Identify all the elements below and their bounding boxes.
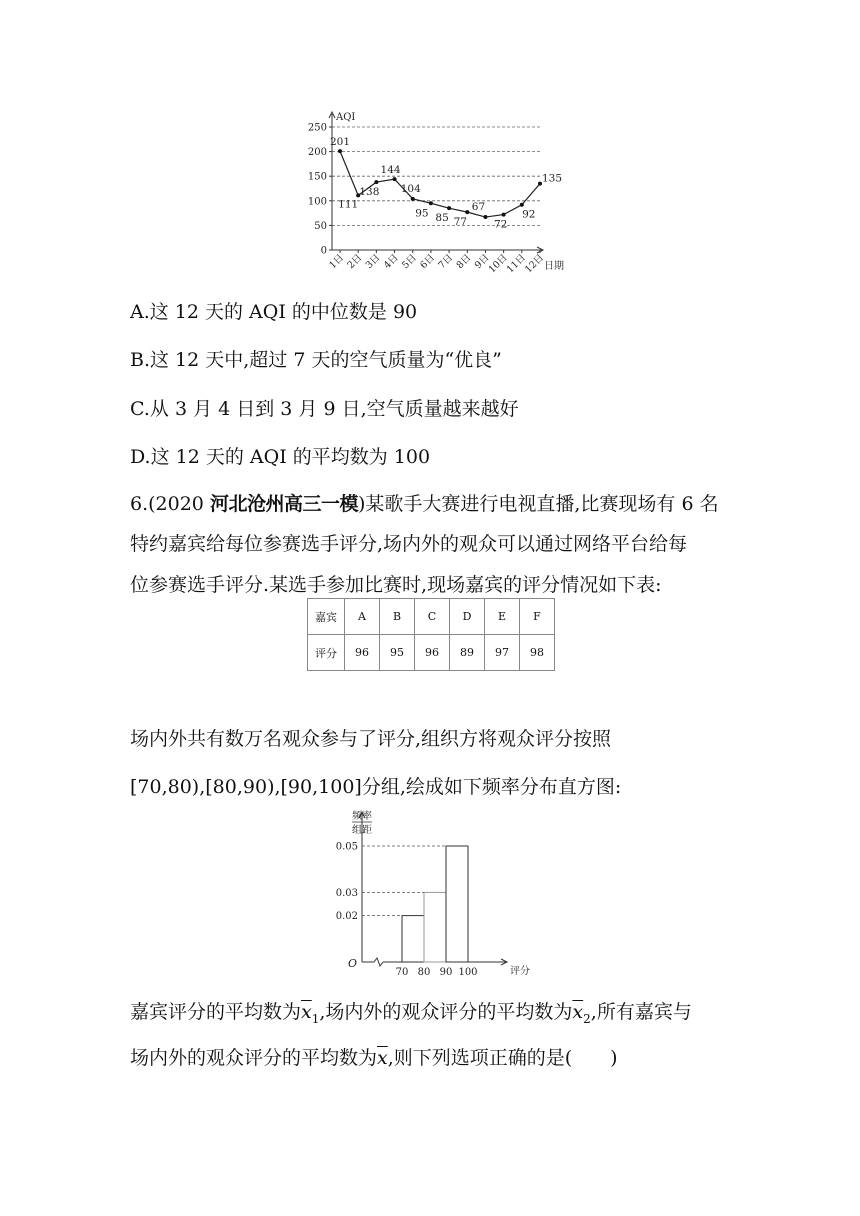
x-tick-label: 90 xyxy=(439,967,453,978)
histogram-bar xyxy=(424,892,446,962)
x-tick-label: 100 xyxy=(458,967,478,978)
x-axis-label: 评分 xyxy=(510,966,530,977)
frequency-histogram xyxy=(324,806,544,978)
x-tick-label: 9日 xyxy=(472,252,492,272)
question-6-line-4: 场内外共有数万名观众参与了评分,组织方将观众评分按照 xyxy=(130,728,612,750)
data-label: 85 xyxy=(435,212,449,225)
table-cell: 89 xyxy=(450,635,485,671)
x-tick-label: 80 xyxy=(417,967,431,978)
data-point xyxy=(465,210,469,214)
data-label: 135 xyxy=(542,172,563,185)
question-6-line-6 xyxy=(130,997,692,1026)
data-label: 144 xyxy=(380,164,401,177)
x-tick-label: 10日 xyxy=(486,252,510,276)
data-label: 138 xyxy=(359,186,380,199)
table-row xyxy=(308,635,555,671)
text-fragment: 场内外的观众评分的平均数为 xyxy=(130,1047,378,1069)
option-c: C.从 3 月 4 日到 3 月 9 日,空气质量越来越好 xyxy=(130,398,519,420)
y-tick-label: 0.03 xyxy=(335,887,358,899)
question-6-line-2: 特约嘉宾给每位参赛选手评分,场内外的观众可以通过网络平台给每 xyxy=(130,533,688,555)
judge-score-table xyxy=(307,598,555,671)
origin-label: O xyxy=(348,957,358,970)
table-cell: F xyxy=(520,599,555,635)
x-tick-label: 3日 xyxy=(363,252,383,272)
table-cell: 95 xyxy=(380,635,415,671)
y-axis-label-numerator: 频率 xyxy=(352,811,372,822)
question-6-line-1 xyxy=(130,489,719,516)
table-cell: B xyxy=(380,599,415,635)
data-point xyxy=(411,197,415,201)
option-b: B.这 12 天中,超过 7 天的空气质量为“优良” xyxy=(130,349,502,371)
histogram-bar xyxy=(402,916,424,962)
data-point xyxy=(483,215,487,219)
subscript-1: 1 xyxy=(311,1011,320,1026)
text-fragment: ,场内外的观众评分的平均数为 xyxy=(319,1001,573,1023)
axis-break xyxy=(374,958,383,966)
table-cell: 评分 xyxy=(308,635,345,671)
data-label: 111 xyxy=(338,198,359,211)
text-fragment: ,所有嘉宾与 xyxy=(590,1001,692,1023)
data-point xyxy=(447,206,451,210)
data-point xyxy=(520,203,524,207)
x-tick-label: 7日 xyxy=(436,252,456,272)
data-label: 67 xyxy=(471,201,486,214)
data-label: 95 xyxy=(415,207,429,220)
table-cell: 嘉宾 xyxy=(308,599,345,635)
question-number: 6.(2020 xyxy=(130,493,210,515)
y-tick-label: 0 xyxy=(320,245,327,257)
text-fragment: 嘉宾评分的平均数为 xyxy=(130,1001,302,1023)
y-tick-label: 200 xyxy=(307,147,327,159)
histogram-bar xyxy=(446,846,468,962)
x-tick-label: 8日 xyxy=(454,252,474,272)
y-tick-label: 100 xyxy=(307,196,327,208)
aqi-line-chart xyxy=(296,108,566,280)
option-d: D.这 12 天的 AQI 的平均数为 100 xyxy=(130,446,431,468)
y-tick-label: 50 xyxy=(314,220,327,232)
table-cell: 98 xyxy=(520,635,555,671)
x-axis-label: 日期 xyxy=(544,261,564,272)
data-point xyxy=(393,177,397,181)
y-tick-label: 150 xyxy=(307,171,327,183)
x-tick-label: 1日 xyxy=(327,252,347,272)
y-tick-label: 250 xyxy=(307,122,327,134)
data-point xyxy=(338,149,342,153)
data-point xyxy=(374,180,378,184)
subscript-2: 2 xyxy=(583,1011,591,1026)
data-label: 77 xyxy=(453,216,467,229)
x-tick-label: 5日 xyxy=(400,252,419,272)
data-label: 72 xyxy=(493,218,508,231)
table-cell: E xyxy=(485,599,520,635)
x-tick-label: 12日 xyxy=(523,252,547,276)
text-fragment: ,则下列选项正确的是( ) xyxy=(387,1047,618,1069)
table-cell: 96 xyxy=(415,635,450,671)
data-point xyxy=(502,213,506,217)
question-6-line-3: 位参赛选手评分.某选手参加比赛时,现场嘉宾的评分情况如下表: xyxy=(130,574,662,596)
mean-symbol-x1: $\overline{x}$ xyxy=(301,1001,312,1023)
y-tick-label: 0.05 xyxy=(335,841,358,853)
table-row xyxy=(308,599,555,635)
question-6-line-7 xyxy=(130,1043,618,1070)
x-tick-label: 2日 xyxy=(345,252,365,272)
y-axis-label-denominator: 组距 xyxy=(352,825,372,836)
histogram-axes xyxy=(336,809,530,978)
data-point xyxy=(429,201,433,205)
aqi-marks xyxy=(330,136,562,230)
table-cell: 97 xyxy=(485,635,520,671)
x-tick-label: 11日 xyxy=(504,252,528,276)
mean-symbol-x: $\overline{x}$ xyxy=(377,1047,388,1069)
data-label: 104 xyxy=(400,182,421,195)
question-6-line-5: [70,80),[80,90),[90,100]分组,绘成如下频率分布直方图: xyxy=(130,776,622,798)
histogram-marks xyxy=(362,846,468,962)
table-cell: C xyxy=(415,599,450,635)
table-cell: A xyxy=(345,599,380,635)
data-label: 201 xyxy=(329,136,351,149)
y-axis-label: AQI xyxy=(336,112,356,123)
x-tick-label: 70 xyxy=(395,967,409,978)
table-cell: 96 xyxy=(345,635,380,671)
question-source: 河北沧州高三一模 xyxy=(209,493,358,515)
table-cell: D xyxy=(450,599,485,635)
aqi-grid xyxy=(329,127,540,225)
y-tick-label: 0.02 xyxy=(335,911,358,923)
question-text: )某歌手大赛进行电视直播,比赛现场有 6 名 xyxy=(357,493,719,515)
option-a: A.这 12 天的 AQI 的中位数是 90 xyxy=(130,301,418,323)
mean-symbol-x2: $\overline{x}$ xyxy=(572,1001,584,1023)
x-tick-label: 4日 xyxy=(381,252,401,272)
x-tick-label: 6日 xyxy=(418,252,438,272)
data-label: 92 xyxy=(522,208,536,221)
